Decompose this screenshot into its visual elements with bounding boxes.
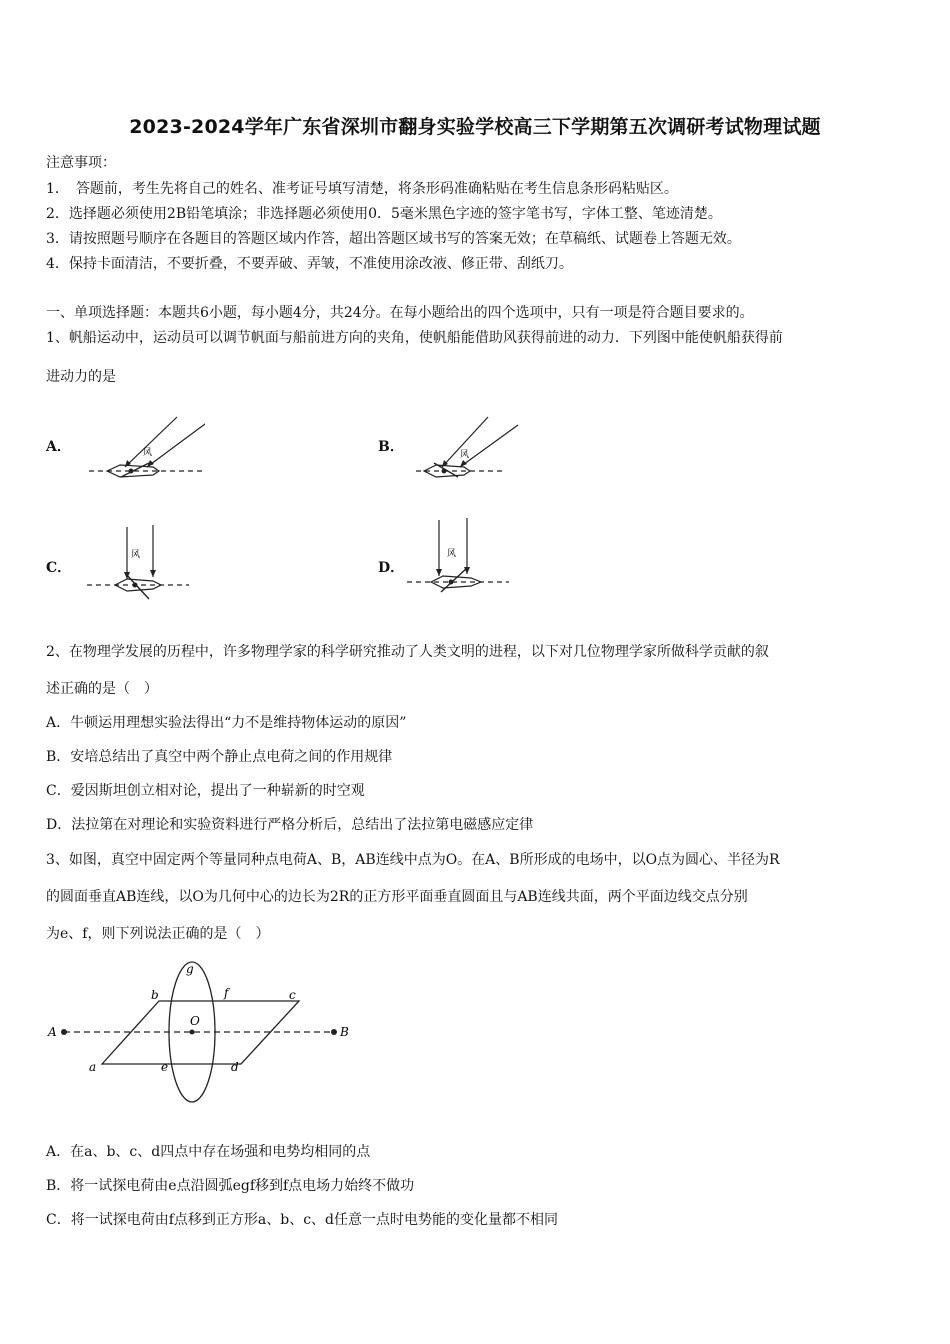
label-c: c (289, 988, 296, 1002)
question-2-text: 2、在物理学发展的历程中，许多物理学家的科学研究推动了人类文明的进程，以下对几位物理学家所做科学贡献的叙 (46, 644, 769, 660)
label-o: O (190, 1014, 200, 1028)
question-3-text: 为e、f，则下列说法正确的是（ ） (46, 926, 270, 942)
option-label-c: C． (46, 560, 72, 576)
label-a-charge: A (48, 1025, 57, 1039)
wind-label: 风 (131, 550, 141, 560)
wind-label: 风 (447, 549, 457, 559)
option-label-d: D． (378, 560, 405, 576)
label-e: e (161, 1060, 169, 1074)
sailboat-diagram-c (85, 525, 195, 605)
notice-item: 4．保持卡面清洁，不要折叠，不要弄破、弄皱，不准使用涂改液、修正带、刮纸刀。 (46, 256, 573, 272)
question-3-option: A．在a、b、c、d四点中存在场强和电势均相同的点 (46, 1144, 371, 1160)
sailboat-diagram-a (85, 415, 205, 485)
wind-label: 风 (460, 450, 470, 460)
wind-label: 风 (143, 448, 153, 458)
question-1-text: 进动力的是 (46, 369, 116, 385)
page-title: 2023-2024学年广东省深圳市翻身实验学校高三下学期第五次调研考试物理试题 (129, 116, 821, 138)
label-f: f (224, 986, 229, 1000)
section-heading: 一、单项选择题：本题共6小题，每小题4分，共24分。在每小题给出的四个选项中，只有一项是符合题目要求的。 (46, 305, 754, 321)
notice-heading: 注意事项： (46, 155, 116, 171)
charge-a-dot (61, 1029, 67, 1035)
question-2-option: D．法拉第在对理论和实验资料进行严格分析后，总结出了法拉第电磁感应定律 (46, 817, 534, 833)
label-g: g (186, 962, 194, 976)
label-d: d (231, 1060, 239, 1074)
label-b-charge: B (340, 1025, 349, 1039)
notice-item: 2．选择题必须使用2B铅笔填涂；非选择题必须使用0．5毫米黑色字迹的签字笔书写，字体工整、笔迹清楚。 (46, 206, 722, 222)
option-label-b: B． (378, 439, 404, 455)
sailboat-diagram-d (405, 518, 515, 598)
question-2-option: B．安培总结出了真空中两个静止点电荷之间的作用规律 (46, 749, 393, 765)
notice-item: 3．请按照题号顺序在各题目的答题区域内作答，超出答题区域书写的答案无效；在草稿纸、试题卷上答题无效。 (46, 231, 741, 247)
question-2-option: A．牛顿运用理想实验法得出“力不是维持物体运动的原因” (46, 715, 407, 731)
sailboat-diagram-b (412, 415, 522, 485)
question-3-option: B．将一试探电荷由e点沿圆弧egf移到f点电场力始终不做功 (46, 1178, 415, 1194)
charge-field-diagram (44, 955, 354, 1105)
label-b: b (151, 988, 159, 1002)
question-2-text: 述正确的是（ ） (46, 681, 158, 697)
question-3-text: 的圆面垂直AB连线，以O为几何中心的边长为2R的正方形平面垂直圆面且与AB连线共面，两个平面边线交点分别 (46, 889, 748, 905)
question-1-text: 1、帆船运动中，运动员可以调节帆面与船前进方向的夹角，使帆船能借助风获得前进的动力．下列图中能使帆船获得前 (46, 330, 783, 346)
question-2-option: C．爱因斯坦创立相对论，提出了一种崭新的时空观 (46, 783, 365, 799)
question-3-option: C．将一试探电荷由f点移到正方形a、b、c、d任意一点时电势能的变化量都不相同 (46, 1212, 559, 1228)
notice-item: 1． 答题前，考生先将自己的姓名、准考证号填写清楚，将条形码准确粘贴在考生信息条形码粘贴区。 (46, 181, 678, 197)
charge-b-dot (331, 1029, 337, 1035)
question-3-text: 3、如图，真空中固定两个等量同种点电荷A、B，AB连线中点为O。在A、B所形成的电场中，以O点为圆心、半径为R (46, 852, 780, 868)
label-a: a (89, 1060, 97, 1074)
option-label-a: A． (46, 439, 71, 455)
